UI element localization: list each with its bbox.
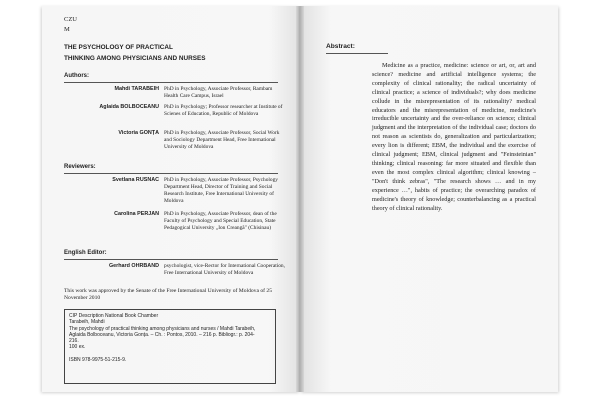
reviewer-description: PhD in Psychology, Associate Professor, dean of the Faculty of Psychology and Special Education, State Pedagogical University „Ion Creangă" (Chisinau) [164,211,277,231]
editor-description: psychologist, vice-Rector for International Cooperation, Free International University of Moldova [164,263,285,276]
abstract-rule [326,53,388,54]
title-line-2: THINKING AMONG PHYSICIANS AND NURSES [64,54,206,62]
left-page [42,6,300,392]
approval-note: This work was approved by the Senate of the Free International University of Moldova of 25 November 2010 [64,288,273,302]
reviewers-heading: Reviewers: [64,164,96,170]
header-line-2: M [64,26,70,33]
book-title [64,43,284,64]
editor-heading: English Editor: [64,250,107,256]
author-description: PhD in Psychology; Professor researcher at Institute of Scienes of Education, Republic of Moldova [164,104,283,117]
author-name: Aglaida BOLBOCEANU [99,104,159,110]
cip-line: 216. [69,338,79,345]
title-line-1: THE PSYCHOLOGY OF PRACTICAL [64,44,173,51]
author-name: Mahdi TARABEIH [114,86,159,92]
reviewer-name: Svetlana RUSNAC [112,177,159,183]
cip-line: The psychology of practical thinking among physicians and nurses / Mahdi Tarabeih, [69,325,256,332]
cip-description-box [64,309,276,384]
cip-line: Tarabeih, Mahdi [69,319,105,326]
book-spine [296,6,304,392]
reviewer-name: Carolina PERJAN [114,211,159,217]
cip-line: Aglaida Bolboceanu, Victoria Gonța. – Ch. : Pontos, 2010. – 216 p. Bibliogr.: p. 204- [69,331,255,338]
authors-heading: Authors: [64,73,89,79]
cip-line: 100 ex. [69,344,86,351]
editor-rule [64,259,278,260]
reviewers-rule [64,173,278,174]
editor-name: Gerhard OHRBAND [108,263,159,269]
authors-rule [64,82,278,83]
reviewer-description: PhD in Psychology, Associate Professor, Psychology Department Head, Director of Training and Social Research Institute, Free International University of Moldova [164,177,278,204]
cip-line: CIP Description National Book Chamber [69,313,159,319]
author-description: PhD in Psychology, Associate Professor, Social Work and Sociology Department Head, Free International University of Moldova [164,130,280,150]
abstract-heading: Abstract: [326,43,355,50]
author-name: Victoria GONȚA [118,130,159,136]
header-line-1: CZU [64,16,77,23]
right-page [300,6,558,392]
abstract-text: Medicine as a practice, medicine: science or art, or, art and science? medicine and artificial intelligence systems; the complexity of clinical rationality; the radical uncertainty of clinical practice; a science of individuals?; why does medicine collude in the misrepresentation of its rationality? medical educators and the misrepresentation of medicine, medicine's irreducible uncertainty and the over-reliance on science; clinical judgment and the interpretation of the individual case; doctors do not reason as scientists do, generalization and particularization; every lion is different; EBM, the individual and the exercise of clinical judgment; EBM, clinical judgment and "Feinsteinian" thinking; clinical reasoning: far more situated and flexible than even the most complex clinical algorithm; clinical knowing – "Don't think zebras", "The research shows … and in my experience …", habits of practice; the overarching paradox of medicine's theory of knowledge; counterbalancing as a practical theory of clinical rationality. [372,62,536,212]
author-description: PhD in Psychology, Associate Professor, Rambam Health Care Campus, Israel [164,86,273,99]
cip-isbn: ISBN 978-9975-51-215-9. [69,357,127,364]
open-book [42,6,558,392]
